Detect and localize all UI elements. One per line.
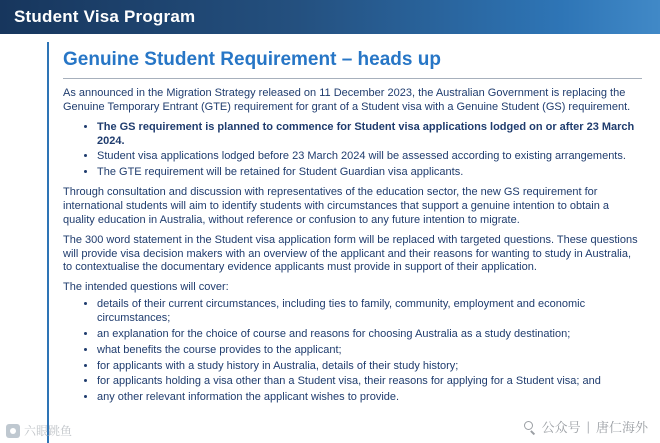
list-item: • The GTE requirement will be retained for Student Guardian visa applicants. [97, 166, 642, 180]
section-heading: Genuine Student Requirement – heads up [63, 49, 441, 70]
statement-paragraph: The 300 word statement in the Student visa application form will be replaced with targeted questions. These questions will provide visa decision makers with an overview of the applicant and their reasons for wanting to study in Australia, to contextualise the documentary evidence applicants must provide in support of their application. [63, 233, 638, 274]
watermark-logo-icon [6, 424, 20, 438]
watermark-right [524, 417, 648, 436]
watermark-separator: | [586, 419, 590, 434]
list-item: • for applicants with a study history in Australia, details of their study history; [97, 360, 642, 374]
list-item: • an explanation for the choice of course and reasons for choosing Australia as a study destination; [97, 328, 642, 342]
consultation-paragraph: Through consultation and discussion with representatives of the education sector, the new GS requirement for international students will aim to identify students with circumstances that support a genuine intention to obtain a quality education in Australia, without reference or confusion to any future intention to migrate. [63, 186, 610, 226]
watermark-account-label: 公众号 [541, 420, 581, 435]
heading-divider [63, 78, 642, 79]
list-item: • details of their current circumstances, including ties to family, community, employment and economic circumstances; [97, 298, 642, 326]
list-item: • any other relevant information the applicant wishes to provide. [97, 391, 642, 405]
watermark-left [6, 422, 72, 439]
intended-questions-list [63, 298, 642, 405]
gs-key-points-list [63, 121, 642, 180]
search-icon [524, 421, 536, 433]
list-item: • The GS requirement is planned to commence for Student visa applications lodged on or after 23 March 2024. [97, 121, 642, 149]
watermark-account-name: 唐仁海外 [595, 420, 648, 435]
page-title: Student Visa Program [14, 7, 196, 26]
list-item: • for applicants holding a visa other than a Student visa, their reasons for applying for a Student visa; and [97, 375, 642, 389]
watermark-left-text: 六眼跳鱼 [24, 424, 73, 438]
list-item: • what benefits the course provides to the applicant; [97, 344, 642, 358]
questions-intro: The intended questions will cover: [63, 281, 229, 294]
list-item: • Student visa applications lodged before 23 March 2024 will be assessed according to existing arrangements. [97, 150, 642, 164]
content-area [47, 42, 646, 443]
intro-paragraph: As announced in the Migration Strategy released on 11 December 2023, the Australian Government is replacing the Genuine Temporary Entrant (GTE) requirement for grant of a Student visa with a Genuine Student (GS) requirement. [63, 86, 631, 113]
header-bar [0, 0, 660, 34]
